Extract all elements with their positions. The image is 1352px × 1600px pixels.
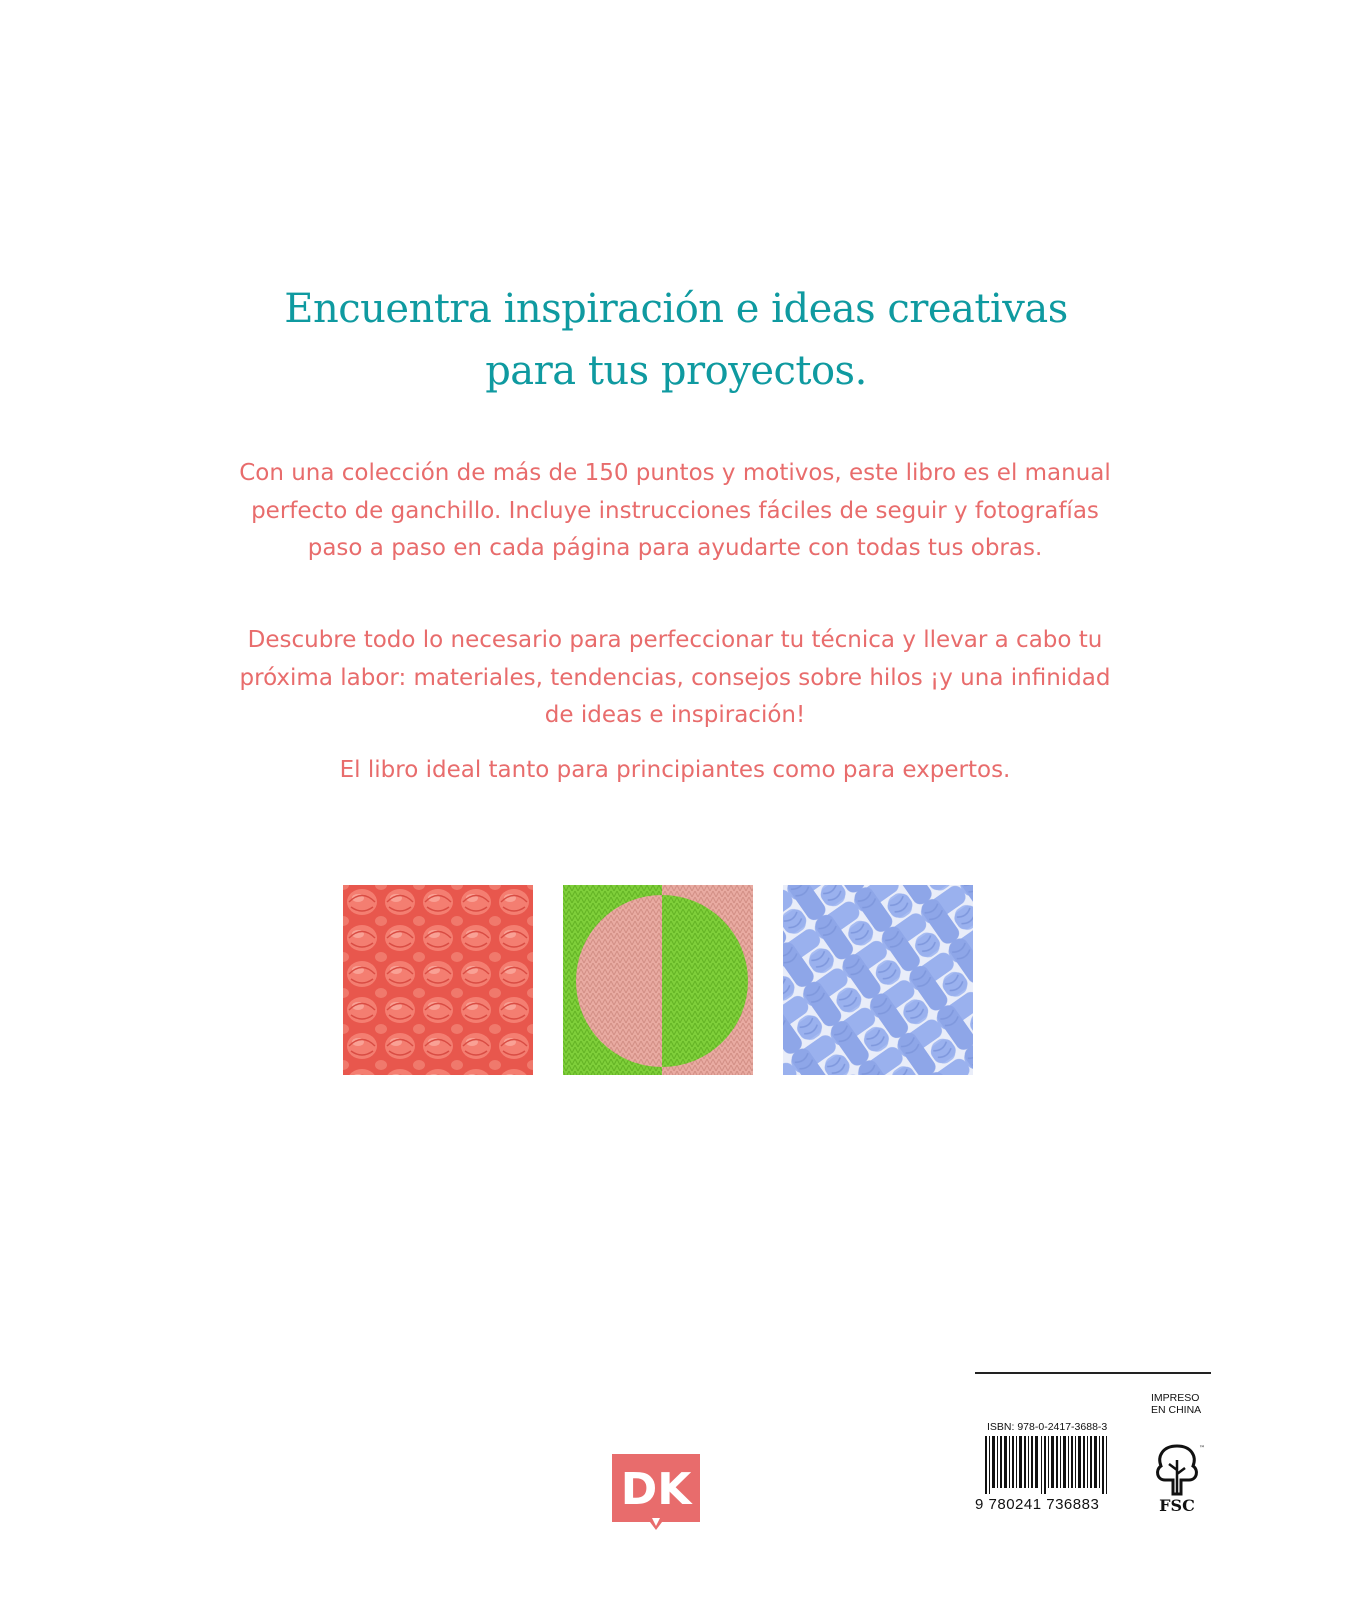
description-paragraph-1: Con una colección de más de 150 puntos y motivos, este libro es el manual perfecto de ganchillo. Incluye instrucciones fáciles de seguir y fotografías paso a paso en cada página para ayudarte con todas tus obras. (239, 460, 1111, 561)
headline (0, 278, 1352, 402)
dk-logo-text: DK (620, 1464, 692, 1515)
description-paragraph-2: Descubre todo lo necesario para perfeccionar tu técnica y llevar a cabo tu próxima labor: materiales, tendencias, consejos sobre hilos ¡y una infinidad de ideas e inspiración! (239, 627, 1111, 728)
cable-stitch-swatch (783, 885, 973, 1075)
dk-logo (610, 1452, 702, 1530)
barcode-digits: 9 780241 736883 (975, 1496, 1100, 1513)
printed-line-2: EN CHINA (1151, 1404, 1202, 1416)
fsc-label: FSC (1159, 1496, 1195, 1515)
isbn-label: ISBN: 978-0-2417-3688-3 (987, 1421, 1108, 1433)
svg-text:™: ™ (1199, 1445, 1205, 1452)
puff-stitch-swatch (343, 885, 533, 1075)
printed-in-label (1151, 1392, 1211, 1416)
intarsia-circle-swatch (563, 885, 753, 1075)
headline-line-1: Encuentra inspiración e ideas creativas (284, 286, 1068, 332)
printed-line-1: IMPRESO (1151, 1392, 1200, 1404)
barcode-icon (975, 1436, 1125, 1494)
headline-line-2: para tus proyectos. (485, 348, 867, 394)
barcode-divider (975, 1372, 1211, 1374)
barcode-block (975, 1372, 1211, 1522)
description-paragraph-3: El libro ideal tanto para principiantes como para expertos. (339, 757, 1011, 783)
